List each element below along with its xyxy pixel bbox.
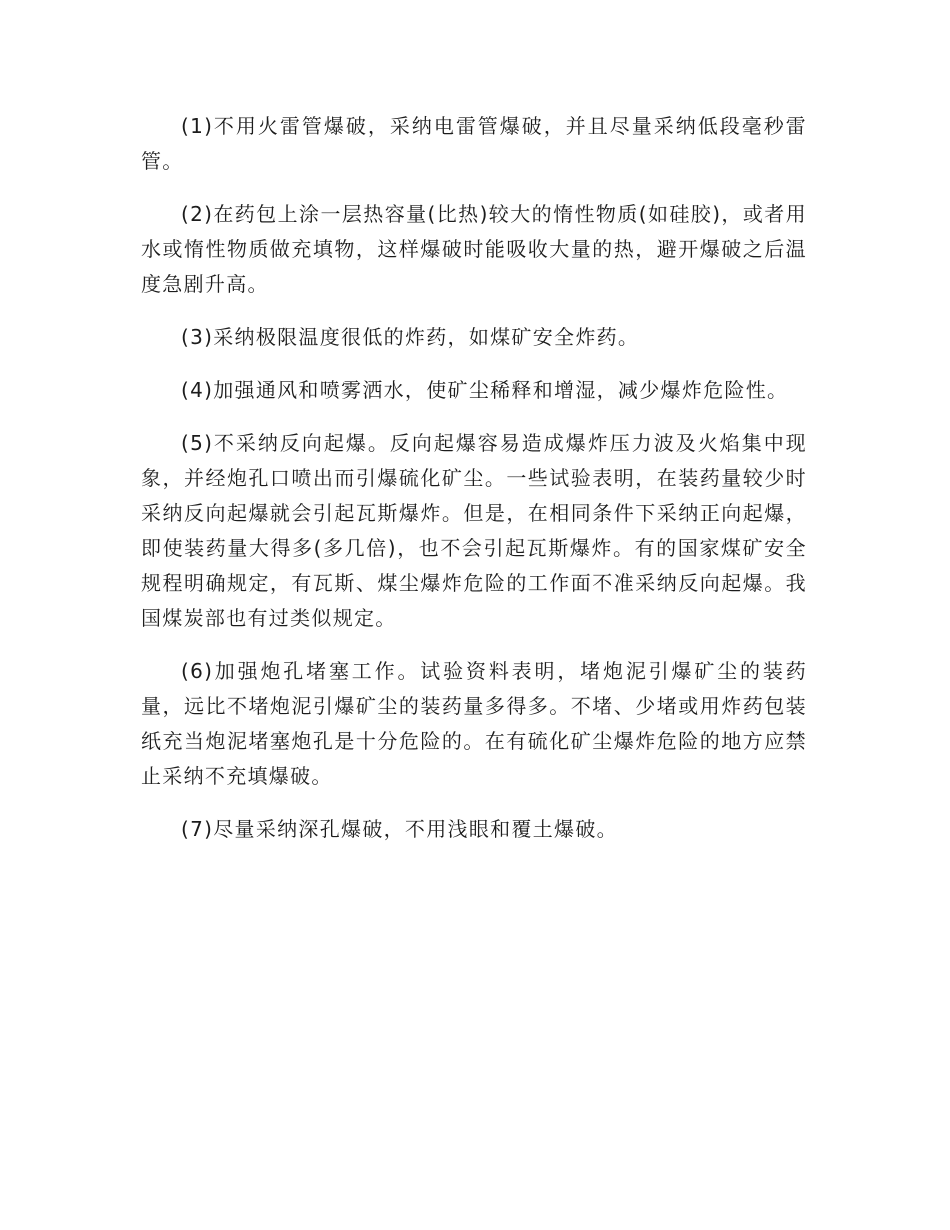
- paragraph-6: (6)加强炮孔堵塞工作。试验资料表明，堵炮泥引爆矿尘的装药量，远比不堵炮泥引爆矿尘的装药量多得多。不堵、少堵或用炸药包装纸充当炮泥堵塞炮孔是十分危险的。在有硫化矿尘爆炸危险的地方应禁止采纳不充填爆破。: [141, 659, 807, 788]
- paragraph-7: (7)尽量采纳深孔爆破，不用浅眼和覆土爆破。: [181, 817, 618, 841]
- paragraph-3: (3)采纳极限温度很低的炸药，如煤矿安全炸药。: [181, 325, 640, 349]
- paragraph-2: (2)在药包上涂一层热容量(比热)较大的惰性物质(如硅胶)，或者用水或惰性物质做充填物，这样爆破时能吸收大量的热，避开爆破之后温度急剧升高。: [141, 202, 807, 296]
- document-body: [141, 109, 807, 865]
- paragraph-5: (5)不采纳反向起爆。反向起爆容易造成爆炸压力波及火焰集中现象，并经炮孔口喷出而引爆硫化矿尘。一些试验表明，在装药量较少时采纳反向起爆就会引起瓦斯爆炸。但是，在相同条件下采纳正向起爆，即使装药量大得多(多几倍)，也不会引起瓦斯爆炸。有的国家煤矿安全规程明确规定，有瓦斯、煤尘爆炸危险的工作面不准采纳反向起爆。我国煤炭部也有过类似规定。: [141, 431, 807, 630]
- paragraph-4: (4)加强通风和喷雾洒水，使矿尘稀释和增湿，减少爆炸危险性。: [181, 378, 789, 402]
- paragraph-1: (1)不用火雷管爆破，采纳电雷管爆破，并且尽量采纳低段毫秒雷管。: [141, 114, 807, 173]
